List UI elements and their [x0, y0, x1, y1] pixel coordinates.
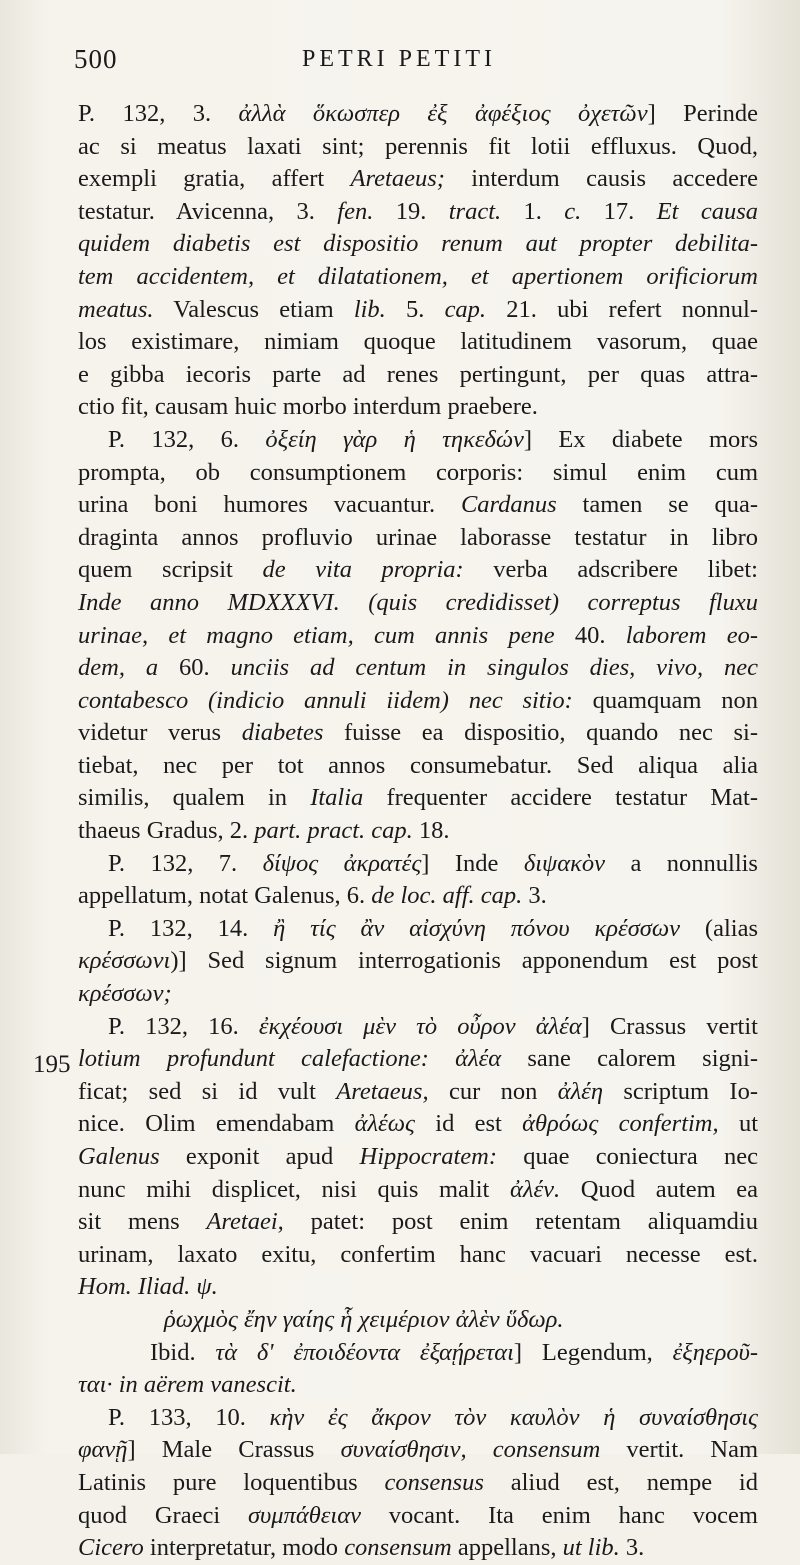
roman-text: (alias: [680, 914, 758, 942]
italic-text: (quis credidisset): [368, 588, 560, 616]
greek-quotation: ἐκχέουσι μὲν τὸ οὖρον ἀλέα: [258, 1012, 582, 1040]
greek-quotation: κὴν ἐς ἄκρον τὸν καυλὸν ἡ συναίσθησις: [269, 1403, 758, 1431]
text-line: [78, 620, 758, 653]
italic-text: Cardanus: [460, 491, 557, 519]
italic-text: part. pract. cap.: [254, 817, 413, 845]
greek-quotation: δίψος ἀκρατές: [262, 849, 422, 877]
greek-quotation: συμπάθειαν: [247, 1501, 361, 1529]
text-line: [78, 294, 758, 327]
roman-text: nice. Olim emendabam: [78, 1110, 355, 1138]
roman-text: thaeus Gradus, 2.: [78, 817, 255, 845]
roman-text: tiebat, nec per tot annos consumebatur. Sed aliqua alia: [78, 751, 758, 779]
roman-text: scriptum Io-: [602, 1077, 758, 1105]
roman-text: aliud est, nempe id: [483, 1468, 758, 1496]
roman-text: P. 132, 16.: [108, 1012, 259, 1040]
roman-text: 5.: [385, 295, 445, 323]
italic-text: Aretaei,: [206, 1208, 284, 1236]
roman-text: quae coniectura nec: [496, 1143, 758, 1170]
roman-text: ] Legendum,: [513, 1338, 673, 1366]
roman-text: [429, 1045, 455, 1072]
roman-text: 3.: [619, 1534, 645, 1562]
roman-text: sit mens: [78, 1208, 207, 1236]
text-line: [78, 652, 758, 685]
italic-text: consensus: [384, 1468, 484, 1496]
italic-text: unciis ad centum in singulos dies, vivo, nec: [209, 654, 758, 682]
roman-text: tamen se qua-: [556, 491, 758, 519]
text-line: [78, 880, 758, 913]
italic-text: Italia: [310, 784, 364, 812]
italic-text: Hippocratem:: [359, 1143, 497, 1170]
italic-text: de vita propria:: [262, 556, 464, 584]
text-line: [78, 1369, 758, 1402]
greek-quotation: ἢ τίς ἂν αἰσχύνη πόνου κρέσσων: [273, 914, 681, 942]
roman-text: urinam, laxato exitu, confertim hanc vacuari necesse est.: [78, 1240, 758, 1268]
roman-text: interdum causis accedere: [444, 165, 759, 193]
italic-text: lotium profundunt calefactione:: [78, 1045, 429, 1073]
greek-quotation: ἀλέν.: [509, 1175, 561, 1203]
roman-text: ] Inde: [421, 849, 524, 877]
italic-text: de loc. aff. cap.: [371, 882, 523, 910]
roman-text: ] Male Crassus: [127, 1436, 341, 1464]
roman-text: verba adscribere libet:: [463, 556, 758, 584]
text-line: [78, 489, 758, 522]
italic-text: contabesco (indicio annuli iidem) nec sitio:: [78, 686, 573, 714]
italic-text: meatus.: [78, 295, 154, 323]
italic-text: Hom. Iliad. ψ.: [78, 1273, 218, 1301]
text-line: [78, 1467, 758, 1500]
text-line: [78, 782, 758, 815]
roman-text: [467, 1436, 493, 1463]
text-line: [78, 1206, 758, 1239]
roman-text: quod Graeci: [78, 1501, 248, 1529]
roman-text: testatur. Avicenna, 3.: [78, 197, 338, 225]
italic-text: lib.: [353, 295, 386, 323]
roman-text: sane calorem signi-: [501, 1045, 758, 1073]
italic-text: Aretaeus;: [350, 165, 445, 193]
italic-text: diabetes: [241, 719, 324, 747]
roman-text: 60.: [179, 654, 210, 682]
greek-quotation: ἀλέως: [354, 1110, 415, 1138]
roman-text: 18.: [412, 817, 450, 845]
text-line: [78, 717, 758, 750]
text-line: [78, 1532, 758, 1565]
roman-text: Valescus etiam: [153, 295, 354, 323]
greek-quotation: διψακὸν: [523, 849, 605, 877]
text-line: [78, 913, 758, 946]
italic-text: dem, a: [78, 654, 180, 682]
roman-text: 1.: [501, 197, 565, 225]
roman-text: Ibid.: [150, 1338, 216, 1366]
italic-text: ἀθρόως confertim,: [522, 1110, 719, 1138]
greek-quotation: ται·: [78, 1371, 113, 1399]
roman-text: urina boni humores vacuantur.: [78, 491, 461, 519]
italic-text: Et causa: [656, 197, 759, 225]
roman-text: ut: [718, 1110, 759, 1138]
text-line: [78, 1076, 758, 1109]
italic-text: cap.: [444, 295, 487, 323]
roman-text: a nonnullis: [605, 849, 758, 877]
greek-quotation: φανῇ: [78, 1436, 128, 1464]
roman-text: videtur verus: [78, 719, 242, 747]
italic-text: Galenus: [78, 1143, 160, 1170]
italic-text: ut lib.: [562, 1534, 620, 1562]
text-line: [78, 131, 758, 164]
greek-quotation: τὰ δ' ἐποιδέοντα ἐξαῄρεται: [215, 1338, 514, 1366]
text-line: [78, 587, 758, 620]
roman-text: quem scripsit: [78, 556, 263, 584]
text-line: [78, 554, 758, 587]
roman-text: P. 132, 7.: [108, 849, 263, 877]
roman-text: P. 132, 6.: [108, 425, 266, 453]
roman-text: quamquam non: [572, 686, 758, 714]
roman-text: ac si meatus laxati sint; perennis fit lotii effluxus. Quod,: [78, 132, 758, 160]
roman-text: e gibba iecoris parte ad renes pertingunt, per quas attra-: [78, 360, 758, 388]
greek-quotation: ἐξηεροῦ-: [672, 1338, 758, 1366]
margin-reference-number: 195: [33, 1051, 71, 1078]
roman-text: fuisse ea dispositio, quando nec si-: [323, 719, 759, 747]
italic-text: quidem diabetis est dispositio renum aut propter debilita-: [78, 230, 758, 258]
italic-text: correptus fluxu: [559, 588, 758, 616]
text-line: [78, 685, 758, 718]
roman-text: 19.: [373, 197, 449, 225]
text-line: [78, 1402, 758, 1435]
text-line: [78, 1304, 758, 1337]
roman-text: prompta, ob consumptionem corporis: simul enim cum: [78, 458, 758, 486]
italic-text: urinae, et magno etiam, cum annis pene: [78, 621, 575, 649]
roman-text: id est: [414, 1110, 523, 1138]
roman-text: ] Perinde: [647, 100, 758, 127]
text-line: [78, 978, 758, 1011]
italic-text: in aërem vanescit.: [112, 1371, 297, 1399]
greek-quotation: ἀλλὰ ὅκωσπερ ἐξ ἀφέξιος ὀχετῶν: [238, 100, 648, 127]
text-line: [78, 1141, 758, 1174]
commentary-text: [78, 98, 758, 1565]
greek-quotation: συναίσθησιν,: [340, 1436, 467, 1464]
roman-text: 21. ubi refert nonnul-: [486, 295, 758, 323]
roman-text: interpretatur, modo: [143, 1534, 345, 1562]
roman-text: ficat; sed si id vult: [78, 1077, 337, 1105]
page-header: [74, 44, 764, 88]
text-line: [78, 196, 758, 229]
roman-text: P. 133, 10.: [108, 1403, 270, 1431]
greek-quotation: ῥωχμὸς ἔην γαίης ἧ χειμέριον ἀλὲν ὕδωρ.: [164, 1305, 564, 1333]
text-line: [78, 1434, 758, 1467]
text-line: [78, 1011, 758, 1044]
roman-text: vertit. Nam: [600, 1436, 759, 1464]
text-line: [78, 1043, 758, 1076]
text-line: [78, 1500, 758, 1533]
italic-text: laborem eo-: [605, 621, 758, 649]
roman-text: exponit apud: [159, 1143, 360, 1170]
greek-quotation: κρέσσωνι: [78, 947, 171, 975]
text-line: [78, 815, 758, 848]
italic-text: consensum: [492, 1436, 601, 1464]
text-line: [78, 98, 758, 131]
roman-text: similis, qualem in: [78, 784, 311, 812]
text-line: [78, 261, 758, 294]
roman-text: Latinis pure loquentibus: [78, 1468, 385, 1496]
roman-text: patet: post enim retentam aliquamdiu: [283, 1208, 758, 1236]
greek-quotation: ὀξείη γὰρ ἡ τηκεδών: [265, 425, 524, 453]
roman-text: los existimare, nimiam quoque latitudinem vasorum, quae: [78, 328, 758, 356]
roman-text: appellatum, notat Galenus, 6.: [78, 882, 372, 910]
roman-text: ctio fit, causam huic morbo interdum praebere.: [78, 393, 538, 421]
roman-text: appellans,: [451, 1534, 563, 1562]
roman-text: exempli gratia, affert: [78, 165, 351, 193]
text-line: [78, 1271, 758, 1304]
roman-text: 40.: [574, 621, 606, 649]
greek-quotation: ἀλέη: [557, 1077, 603, 1105]
roman-text: Quod autem ea: [560, 1175, 758, 1203]
italic-text: Inde anno MDXXXVI.: [78, 588, 369, 616]
page-number: 500: [74, 44, 118, 74]
text-line: [78, 359, 758, 392]
roman-text: cur non: [428, 1077, 558, 1105]
text-line: [78, 750, 758, 783]
text-line: [78, 945, 758, 978]
text-line: [78, 1239, 758, 1272]
text-line: [78, 391, 758, 424]
italic-text: Aretaeus,: [336, 1077, 429, 1105]
greek-quotation: κρέσσων;: [78, 980, 172, 1008]
text-line: [78, 1174, 758, 1207]
text-line: [78, 424, 758, 457]
text-line: [78, 1337, 758, 1370]
text-line: [78, 326, 758, 359]
roman-text: 17.: [581, 197, 657, 225]
italic-text: Cicero: [78, 1534, 144, 1562]
italic-text: fen.: [337, 197, 374, 225]
roman-text: )] Sed signum interrogationis apponendum est post: [170, 947, 758, 975]
greek-quotation: ἀλέα: [455, 1045, 502, 1073]
roman-text: frequenter accidere testatur Mat-: [363, 784, 758, 812]
roman-text: ] Ex diabete mors: [523, 425, 758, 453]
roman-text: draginta annos profluvio urinae laborasse testatur in libro: [78, 523, 758, 551]
roman-text: 3.: [522, 882, 547, 910]
italic-text: c.: [564, 197, 582, 225]
text-line: [78, 522, 758, 555]
italic-text: consensum: [344, 1534, 452, 1562]
italic-text: tract.: [448, 197, 502, 225]
italic-text: tem accidentem, et dilatationem, et apertionem orificiorum: [78, 262, 758, 290]
text-line: [78, 848, 758, 881]
roman-text: vocant. Ita enim hanc vocem: [360, 1501, 758, 1529]
text-line: [78, 228, 758, 261]
roman-text: nunc mihi displicet, nisi quis malit: [78, 1175, 510, 1203]
running-title: PETRI PETITI: [302, 46, 496, 72]
text-line: [78, 163, 758, 196]
text-line: [78, 1108, 758, 1141]
roman-text: P. 132, 14.: [108, 914, 274, 942]
roman-text: ] Crassus vertit: [581, 1012, 758, 1040]
text-line: [78, 457, 758, 490]
roman-text: P. 132, 3.: [78, 100, 239, 127]
